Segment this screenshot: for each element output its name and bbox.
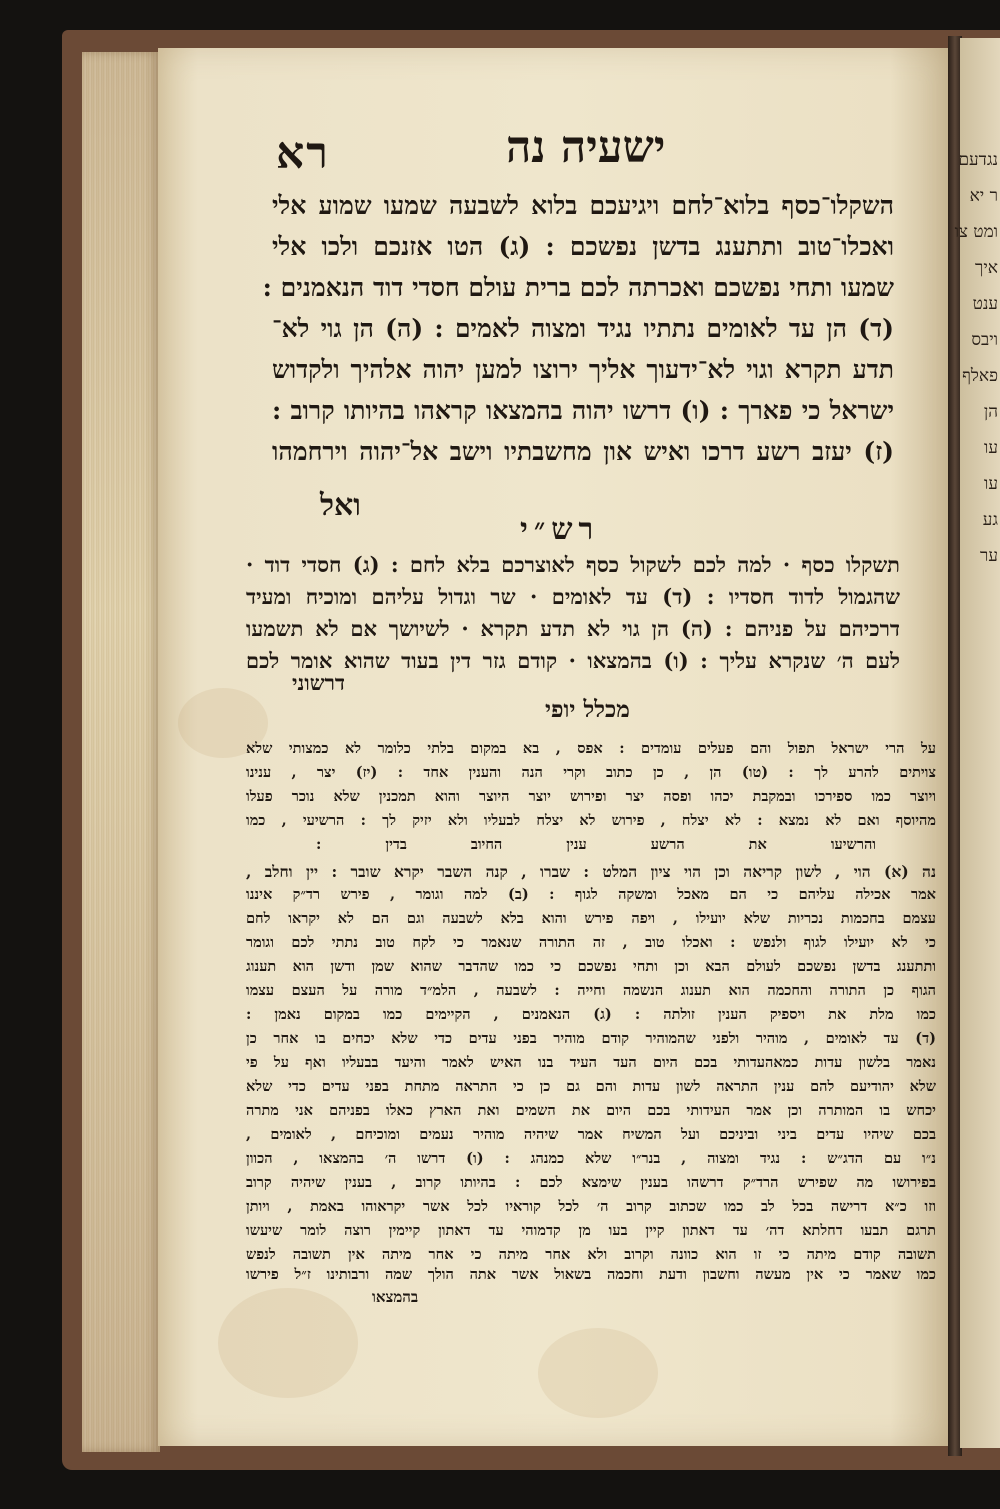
commentary-line: הגוף כן התורה והחכמה הוא תענוג הנשמה וחייה : לשבעה , הלמ״ד מורה על העצם עצמו [246,982,936,999]
commentary-line: בפירושו מה שפירש הרד״ק דרשהו בענין שימצא לכם : בהיותו קרוב , בענין שיהיה קרוב [246,1174,936,1191]
commentary-line: כי לא יועילו לגוף ולנפש : ואכלו טוב , זה התורה שנאמר כי לקח טוב נתתי לכם וגומר [246,934,936,951]
commentary-line: תרגם תבעו דחלתא דה׳ עד דאתון קיין בעו מן קדמוהי עד דאתון קיימין רוצה לומר שיעשו [246,1222,936,1239]
mikhlal-yofi-heading: מכלל יופי [545,696,630,723]
commentary-line: והרשיעו את הרשע ענין החיוב בדין : [316,836,876,853]
commentary-line: שלא יהודיעם להם ענין התראה לשון עדות והם גם כן כי התראה מתחת בפני עדים כדי שלא [246,1078,936,1095]
paper-stain [218,1288,358,1398]
facing-page-fragment: ענט [972,294,998,314]
commentary-line: נה (א) הוי , לשון קריאה וכן הוי ציון המלט : שברו , קנה השבר יקרא שובר : יין וחלב , [246,862,936,881]
facing-page-fragment: איך [974,258,998,278]
rashi-line: תשקלו כסף · למה לכם לשקול כסף לאוצרכם בלא לחם : (ג) חסדי דוד · [246,552,900,577]
commentary-line: מהיוסף ואם לא נמצא : לא יצלח , פירוש לא יצלח לבעליו ולא יזיק לך : הרשיעי , כמו [246,812,936,829]
commentary-line: על הרי ישראל תפול והם פעלים עומדים : אפס , בא במקום בלתי כלומר לא כמצותי שלא [246,740,936,757]
verse-line: השקלו־כסף בלוא־לחם ויגיעכם בלוא לשבעה שמעו שמוע אלי [272,191,894,220]
facing-page-fragment: גע [982,510,998,530]
catchword: ואל [320,488,361,523]
commentary-line: וזו כ״א דרישה בכל לב כמו שכתוב קרוב ה׳ לכל קוראיו לכל אשר יקראוהו באמת , ויותן [246,1198,936,1215]
commentary-catchword: בהמצאו [372,1288,419,1306]
rashi-line: שהגמול לדוד חסדיו : (ד) עד לאומים · שר וגדול עליהם ומוכיח ומעיד [246,584,900,609]
facing-page [954,38,1000,1448]
facing-page-fragment: עו [984,438,998,458]
commentary-line: נ״ו עם הדג״ש : נגיד ומצוה , בנר״ו שלא כמנהג : (ו) דרשו ה׳ בהמצאו , הכוון [246,1150,936,1167]
commentary-line: ותתענג בדשן נפשכם לעולם הבא וכן ותחי נפשכם כי כמו שהדבר שהוא שמן ודשן הוא תענוג [246,958,936,975]
paper-stain [538,1328,658,1418]
commentary-line: צויתים להרע לך : (טו) הן , כן כתוב וקרי הנה והענין אחד : (יז) יצר , ענינו [246,764,936,781]
folio-number: רא [276,128,330,179]
facing-page-fragment: ער [980,546,998,566]
commentary-line: יכחש בו המותרה וכן אמר העידותי בכם היום את השמים ואת הארץ כאלו בפניהם אני מתרה [246,1102,936,1119]
verse-line: ישראל כי פארך : (ו) דרשו יהוה בהמצאו קראהו בהיותו קרוב : [272,396,894,425]
page-header [276,122,866,182]
commentary-line: ויוצר כמו ספירכו ובמקבת יכהו ופסה יצר ופירוש יוצר היוצר והוא תמכנין שלא נוכר פעלו [246,788,936,805]
rashi-heading: רש״י [520,512,600,547]
commentary-line: נאמר בלשון עדות כמאהעדותי בכם היום העד העיד בנו האיש לאמר והיעד בבעליו ואף על פי [246,1054,936,1071]
facing-page-fragment: ויבס [971,330,998,350]
facing-page-fragment: נגדעם [958,150,998,170]
rashi-catchword: דרשוני [292,670,345,695]
commentary-line: תשובה קודם מיתה כי זו הוא כוונה וקרוב ולא אחר מיתה כי אחר מיתה אין תשובה לנפש [246,1246,936,1263]
commentary-line: (ד) עד לאומים , מוהיר ולפני שהמוהיר קודם מוהיר בפני עדים כדי שלא יכחים בו אחר כן [246,1030,936,1047]
commentary-line: בכם שיהיו עדים ביני וביניכם ועל המשיח אמר שיהיה מוהיר נעמים ומוכיחם , לאומים , [246,1126,936,1143]
commentary-line: עצמם בחכמות נכריות שלא יועילו , ויפה פירש והוא בלא לשבעה וגם הם לא יקראו לחם [246,910,936,927]
facing-page-fragment: ר יא [969,186,998,206]
verse-line: (ז) יעזב רשע דרכו ואיש און מחשבתיו וישב אל־יהוה וירחמהו [272,437,894,466]
commentary-line: כמו מלת את ויספיק הענין זולתה : (ג) הנאמנים , הקיימים כמו במקום נאמן : [246,1006,936,1023]
commentary-line: כמו שאמר כי אין מעשה וחשבון ודעת וחכמה בשאול אשר אתה הולך שמה ורבותינו ז״ל פירשו [246,1266,936,1283]
verse-line: ואכלו־טוב ותתענג בדשן נפשכם : (ג) הטו אזנכם ולכו אלי [272,232,894,261]
facing-page-fragment: פאלף [962,366,998,386]
verse-line: שמעו ותחי נפשכם ואכרתה לכם ברית עולם חסדי דוד הנאמנים : [262,273,894,302]
page-edges-shade [82,52,160,1452]
facing-page-fragment: ומט צו [954,222,998,242]
commentary-line: אמר אכילה עליהם כי הם מאכל ומשקה לגוף : (ב) למה וגומר , פירש רד״ק איננו [246,886,936,903]
verse-line: (ד) הן עד לאומים נתתיו נגיד ומצוה לאמים : (ה) הן גוי לא־ [272,314,894,343]
facing-page-fragment: עו [984,474,998,494]
rashi-line: דרכיהם על פניהם : (ה) הן גוי לא תדע תקרא · לשיושך אם לא תשמעו [246,616,900,641]
running-head: ישעיה נה [506,122,666,173]
rashi-line: לעם ה׳ שנקרא עליך : (ו) בהמצאו · קודם גזר דין בעוד שהוא אומר לכם [246,648,900,673]
facing-page-fragment: הן [983,402,998,422]
verse-line: תדע תקרא וגוי לא־ידעוך אליך ירוצו למען יהוה אלהיך ולקדוש [272,355,894,384]
